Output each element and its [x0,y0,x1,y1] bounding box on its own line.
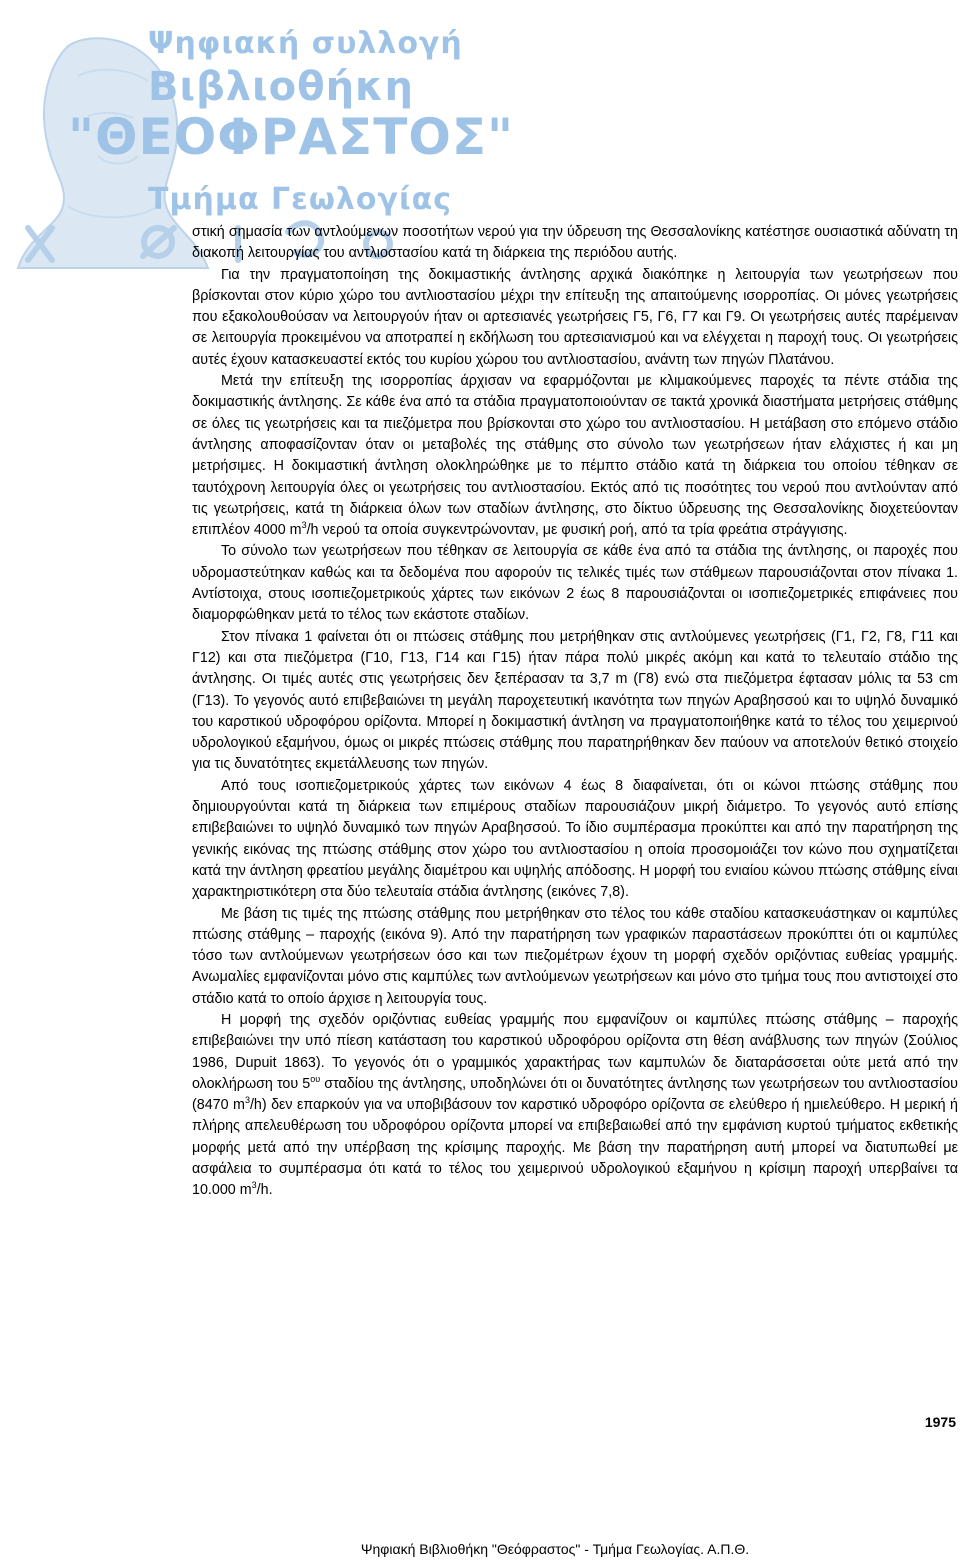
watermark-line-1: Ψηφιακή συλλογή [148,26,463,61]
paragraph-4: Το σύνολο των γεωτρήσεων που τέθηκαν σε λειτουργία σε κάθε ένα από τα στάδια της άντλησης, οι παροχές που υδρομαστεύτηκαν καθώς και τα δεδομένα που αφορούν τις τελικές τιμές των στάθμεων παρουσιάζονται στον πίνακα 1. Αντίστοιχα, στους ισοπιεζομετρικούς χάρτες των εικόνων 2 έως 8 παρουσιάζονται οι ισοπιεζομετρικές επιφάνειες που διαμορφώθηκαν μετά το τέλος των εκάστοτε σταδίων. [192,543,958,624]
paragraph-8-text-a: Η μορφή της σχεδόν οριζόντιας ευθείας γραμμής που εμφανίζουν οι καμπύλες πτώσης στάθμης – παροχής επιβεβαιώνει την υπό πίεση κατάσταση του καρστικού υδροφόρου ορίζοντα στη θέση ανάβλυσης των πηγών (Σούλιος 1986, Dupuit 1863). Το γεγονός ότι ο γραμμικός χαρακτήρας των καμπυλών δε διαταράσσεται ούτε μετά από την ολοκλήρωση του 5 [192,1011,958,1092]
paragraph-3-text-a: Μετά την επίτευξη της ισορροπίας άρχισαν να εφαρμόζονται με κλιμακούμενες παροχές τα πέντε στάδια της δοκιμαστικής άντλησης. Σε κάθε ένα από τα στάδια πραγματοποιούνταν σε τακτά χρονικά διαστήματα μετρήσεις στάθμης σε όλες τις γεωτρήσεις και τα πιεζόμετρα που βρίσκονται στο χώρο του αντλιοστασίου. Η μετάβαση στο επόμενο στάδιο άντλησης αποφασίζονταν όταν οι μεταβολές της στάθμης στο σύνολο των γεωτρήσεων ήταν ελάχιστες ή και μη μετρήσιμες. Η δοκιμαστική άντληση ολοκληρώθηκε με το πέμπτο στάδιο κατά τη διάρκεια του οποίου τέθηκαν σε ταυτόχρονη λειτουργία όλες οι γεωτρήσεις του αντλιοστασίου. Εκτός από τις ποσότητες του νερού που αντλούνταν από τις γεωτρήσεις, κατά τη διάρκεια όλων των σταδίων άντλησης, στο δίκτυο ύδρευσης της Θεσσαλονίκης διοχετεύονταν επιπλέον 4000 m [192,373,958,539]
footer-credit: Ψηφιακή Βιβλιοθήκη "Θεόφραστος" - Τμήμα Γεωλογίας. Α.Π.Θ. [360,1541,750,1557]
superscript-3: 3 [301,520,307,531]
document-body [192,222,958,1202]
paragraph-1: στική σημασία των αντλούμενων ποσοτήτων νερού για την ύδρευση της Θεσσαλονίκης κατέστησε ουσιαστικά αδύνατη τη διακοπή λειτουργίας του αντλιοστασίου κατά τη διάρκεια της περιόδου αυτής. [192,224,958,262]
watermark-line-4: Τμήμα Γεωλογίας [148,182,453,217]
paragraph-8 [192,1010,958,1202]
paragraph-8-text-d: /h. [256,1182,273,1199]
paragraph-2: Για την πραγματοποίηση της δοκιμαστικής άντλησης αρχικά διακόπηκε η λειτουργία των γεωτρήσεων που βρίσκονται στον κύριο χώρο του αντλιοστασίου μέχρι την επίτευξη της απαιτούμενης ισορροπίας. Οι μόνες γεωτρήσεις που εξακολουθούσαν να λειτουργούν ήταν οι αρτεσιανές γεωτρήσεις Γ5, Γ6, Γ7 και Γ9. Οι γεωτρήσεις αυτές παρέμειναν σε λειτουργία προκειμένου να αποτραπεί η εκδήλωση του αρτεσιανισμού και να ελέγχεται η παροχή τους. Οι γεωτρήσεις αυτές έχουν κατασκευαστεί εκτός του κυρίου χώρου του αντλιοστασίου, ανάντη των πηγών Πλατάνου. [192,266,958,368]
watermark-line-3: "ΘΕΟΦΡΑΣΤΟΣ" [68,108,515,166]
paragraph-5: Στον πίνακα 1 φαίνεται ότι οι πτώσεις στάθμης που μετρήθηκαν στις αντλούμενες γεωτρήσεις (Γ1, Γ2, Γ8, Γ11 και Γ12) και στα πιεζόμετρα (Γ10, Γ13, Γ14 και Γ15) ήταν πάρα πολύ μικρές ακόμη και κατά το τελευταίο στάδιο της άντλησης. Οι τιμές αυτές στις γεωτρήσεις δεν ξεπέρασαν τα 3,7 m (Γ8) ενώ στα πιεζόμετρα έφτασαν μόλις τα 53 cm (Γ13). Το γεγονός αυτό επιβεβαιώνει τη μεγάλη παροχετευτική ικανότητα των πηγών Αραβησσού και το υψηλό δυναμικό του καρστικού υδροφόρου ορίζοντα. Μπορεί η δοκιμαστική άντληση να πραγματοποιήθηκε κατά το τέλος του χειμερινού υδρολογικού εξαμήνου, όμως οι μικρές πτώσεις στάθμης που παρατηρήθηκαν δεν παύουν να αποτελούν θετικό στοιχείο για τις δυνατότητες εκμετάλλευσης των πηγών. [192,628,958,773]
paragraph-6: Από τους ισοπιεζομετρικούς χάρτες των εικόνων 4 έως 8 διαφαίνεται, ότι οι κώνοι πτώσης στάθμης που δημιουργούνται κατά τη διάρκεια των επιμέρους σταδίων παρουσιάζουν μικρή διάμετρο. Το γεγονός αυτό επίσης επιβεβαιώνει το υψηλό δυναμικό των πηγών Αραβησσού. Το ίδιο συμπέρασμα προκύπτει και από την παρατήρηση της γενικής εικόνας της πτώσης στάθμης στον χώρο του αντλιοστασίου η οποία προσομοιάζει τον κώνο που σχηματίζεται κατά την άντληση φρεατίου μεγάλης διαμέτρου και υψηλής απόδοσης. Η μορφή του ενιαίου κώνου πτώσης στάθμης είναι χαρακτηριστικότερη στα δύο τελευταία στάδια άντλησης (εικόνες 7,8). [192,777,958,901]
page-number: 1975 [924,1414,956,1430]
paragraph-8-text-c: /h) δεν επαρκούν για να υποβιβάσουν τον καρστικό υδροφόρο ορίζοντα σε ελεύθερο ή ημιελεύθερο. Η μερική ή πλήρης απελευθέρωση του υδροφόρου ορίζοντα μπορεί να επιβεβαιωθεί από την εμφάνιση κυρτού τμήματος εκθετικής μορφής μετά από την υπέρβαση της κρίσιμης παροχής. Με βάση την παρατήρηση αυτή μπορεί να διατυπωθεί με ασφάλεια το συμπέρασμα ότι κατά το τέλος του χειμερινού υδρολογικού εξαμήνου η κρίσιμη παροχή υπερβαίνει τα 10.000 m [192,1097,958,1199]
superscript-ordinal: ου [310,1073,321,1084]
paragraph-3-text-b: /h νερού τα οποία συγκεντρώνονταν, με φυσική ροή, από τα τρία φρεάτια στράγγισης. [306,522,848,539]
paragraph-8-text-b: σταδίου της άντλησης, υποδηλώνει ότι οι δυνατότητες άντλησης των γεωτρήσεων του αντλιοστασίου (8470 m [192,1075,958,1114]
paragraph-3 [192,371,958,541]
superscript-cubic-2: 3 [251,1180,257,1191]
paragraph-7: Με βάση τις τιμές της πτώσης στάθμης που μετρήθηκαν στο τέλος του κάθε σταδίου κατασκευάστηκαν οι καμπύλες πτώσης στάθμης – παροχής (εικόνα 9). Από την παρατήρηση των γραφικών παραστάσεων προκύπτει ότι οι καμπύλες τόσο των αντλούμενων γεωτρήσεων όσο και των πιεζομέτρων έχουν τη μορφή σχεδόν οριζόντιας ευθείας γραμμής. Ανωμαλίες εμφανίζονται μόνο στις καμπύλες των αντλούμενων γεωτρήσεων και μόνο στο τμήμα τους που αντιστοιχεί στο στάδιο κατά το οποίο άρχισε η λειτουργία τους. [192,905,958,1007]
watermark-line-2: Βιβλιοθήκη [148,64,414,110]
superscript-cubic-1: 3 [244,1095,250,1106]
